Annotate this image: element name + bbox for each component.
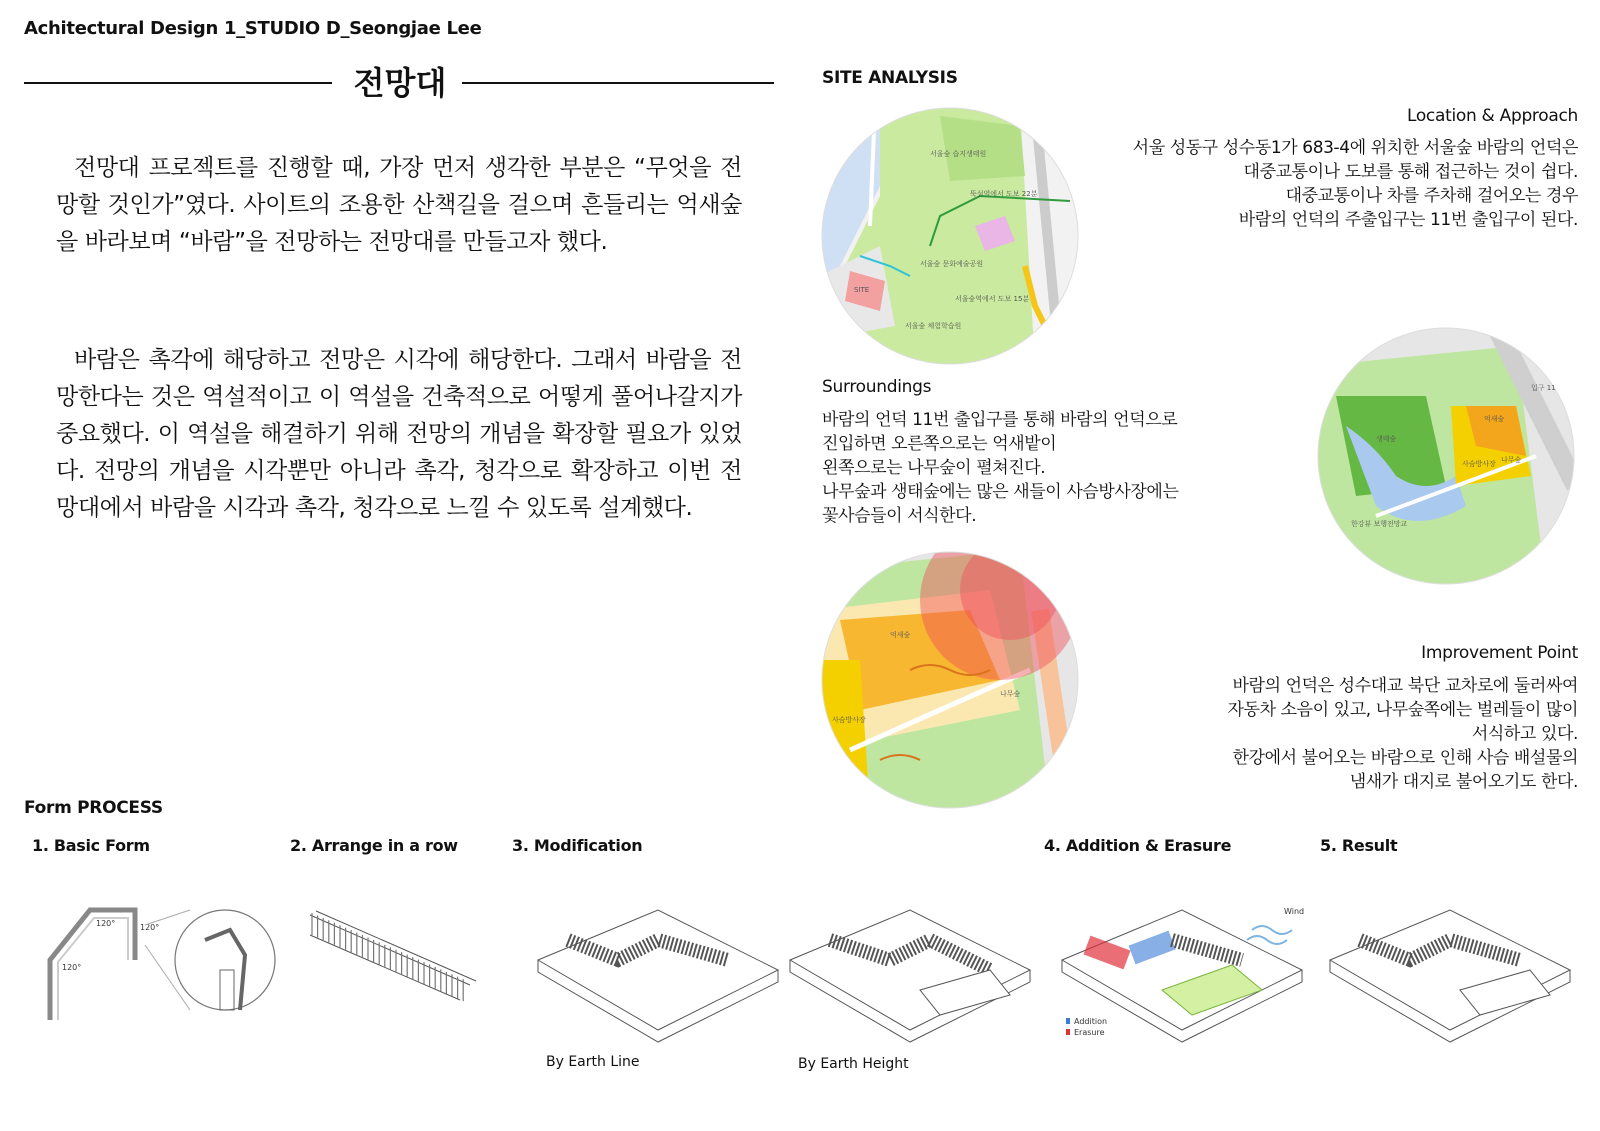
surroundings-map <box>1316 326 1576 586</box>
modification-earth-height-drawing <box>790 900 1030 1050</box>
step-2-label: 2. Arrange in a row <box>290 836 458 855</box>
map2-forest-label: 생태숲 <box>1376 435 1397 443</box>
map3-deer-label: 사슴방사장 <box>832 716 866 724</box>
map-site-label: SITE <box>854 286 870 294</box>
map-walk1-label: 뚝섬역에서 도보 22분 <box>970 190 1038 198</box>
step-3-label: 3. Modification <box>512 836 643 855</box>
caption-earth-height: By Earth Height <box>798 1056 909 1072</box>
step-4-label: 4. Addition & Erasure <box>1044 836 1232 855</box>
map2-gate-label: 입구 11 <box>1531 384 1556 392</box>
location-heading: Location & Approach <box>1406 106 1578 126</box>
basic-form-drawing <box>40 900 280 1030</box>
improvement-heading: Improvement Point <box>1421 643 1578 663</box>
result-drawing <box>1330 900 1570 1050</box>
map3-reed-label: 억새숲 <box>890 631 911 639</box>
map2-deer-label: 사슴방사장 <box>1462 460 1496 468</box>
header-title: Achitectural Design 1_STUDIO D_Seongjae Lee <box>24 18 482 39</box>
concept-paragraph: 바람은 촉각에 해당하고 전망은 시각에 해당한다. 그래서 바람을 전망한다는 것은 역설적이고 이 역설을 건축적으로 어떻게 풀어나갈지가 중요했다. 이 역설을 해결하기 위해 전망의 개념을 확장할 필요가 있었다. 전망의 개념을 시각뿐만 아니라 촉각, 청각으로 확장하고 이번 전망대에서 바람을 시각과 촉각, 청각으로 느낄 수 있도록 설계했다. <box>56 347 742 521</box>
addition-erasure-drawing <box>1062 900 1305 1050</box>
legend-addition: Addition <box>1074 1017 1108 1026</box>
map2-school-label: 한강뷰 보행전망교 <box>1351 520 1408 528</box>
caption-earth-line: By Earth Line <box>546 1054 640 1070</box>
improvement-text: 바람의 언덕은 성수대교 북단 교차로에 둘러싸여 자동차 소음이 있고, 나무숲쪽에는 벌레들이 많이 서식하고 있다. 한강에서 불어오는 바람으로 인해 사슴 배설물의 냄새가 대지로 불어오기도 한다. <box>1227 676 1578 792</box>
map-walk2-label: 서울숲역에서 도보 15분 <box>955 295 1030 303</box>
step-5-label: 5. Result <box>1320 836 1398 855</box>
location-text: 서울 성동구 성수동1가 683-4에 위치한 서울숲 바람의 언덕은 대중교통이나 도보를 통해 접근하는 것이 쉽다. 대중교통이나 차를 주차해 걸어오는 경우 바람의 언덕의 주출입구는 11번 출입구이 된다. <box>1132 138 1578 230</box>
angle-label-1: 120° <box>96 919 116 928</box>
map2-reed-label: 억새숲 <box>1484 415 1505 423</box>
map2-trees-label: 나무숲 <box>1501 456 1522 464</box>
title-rule-right <box>462 82 774 84</box>
surroundings-heading: Surroundings <box>822 377 932 397</box>
row-arrangement-drawing <box>310 905 480 1005</box>
angle-label-3: 120° <box>62 963 82 972</box>
map-park-label: 서울숲 문화예술공원 <box>920 260 984 268</box>
legend-erasure: Erasure <box>1074 1028 1105 1037</box>
step-1-label: 1. Basic Form <box>32 836 150 855</box>
angle-label-2: 120° <box>140 923 160 932</box>
site-analysis-title: SITE ANALYSIS <box>822 68 958 88</box>
title-rule-left <box>24 82 332 84</box>
page-title: 전망대 <box>353 64 447 102</box>
surroundings-text: 바람의 언덕 11번 출입구를 통해 바람의 언덕으로 진입하면 오른쪽으로는 억새밭이 왼쪽으로는 나무숲이 펼쳐진다. 나무숲과 생태숲에는 많은 새들이 사슴방사장에는 꽃사슴들이 서식한다. <box>822 410 1179 526</box>
wind-label: Wind <box>1284 907 1305 916</box>
modification-earth-line-drawing <box>538 900 778 1050</box>
improvement-map <box>820 550 1080 810</box>
map-experience-label: 서울숲 체험학습원 <box>905 322 962 330</box>
map3-trees-label: 나무숲 <box>1000 690 1021 698</box>
form-process-title: Form PROCESS <box>24 798 163 818</box>
location-map <box>820 106 1080 366</box>
map-wetland-label: 서울숲 습지생태원 <box>930 150 987 158</box>
intro-paragraph: 전망대 프로젝트를 진행할 때, 가장 먼저 생각한 부분은 “무엇을 전망할 것인가”였다. 사이트의 조용한 산책길을 걸으며 흔들리는 억새숲을 바라보며 “바람”을 전망하는 전망대를 만들고자 했다. <box>56 155 742 255</box>
